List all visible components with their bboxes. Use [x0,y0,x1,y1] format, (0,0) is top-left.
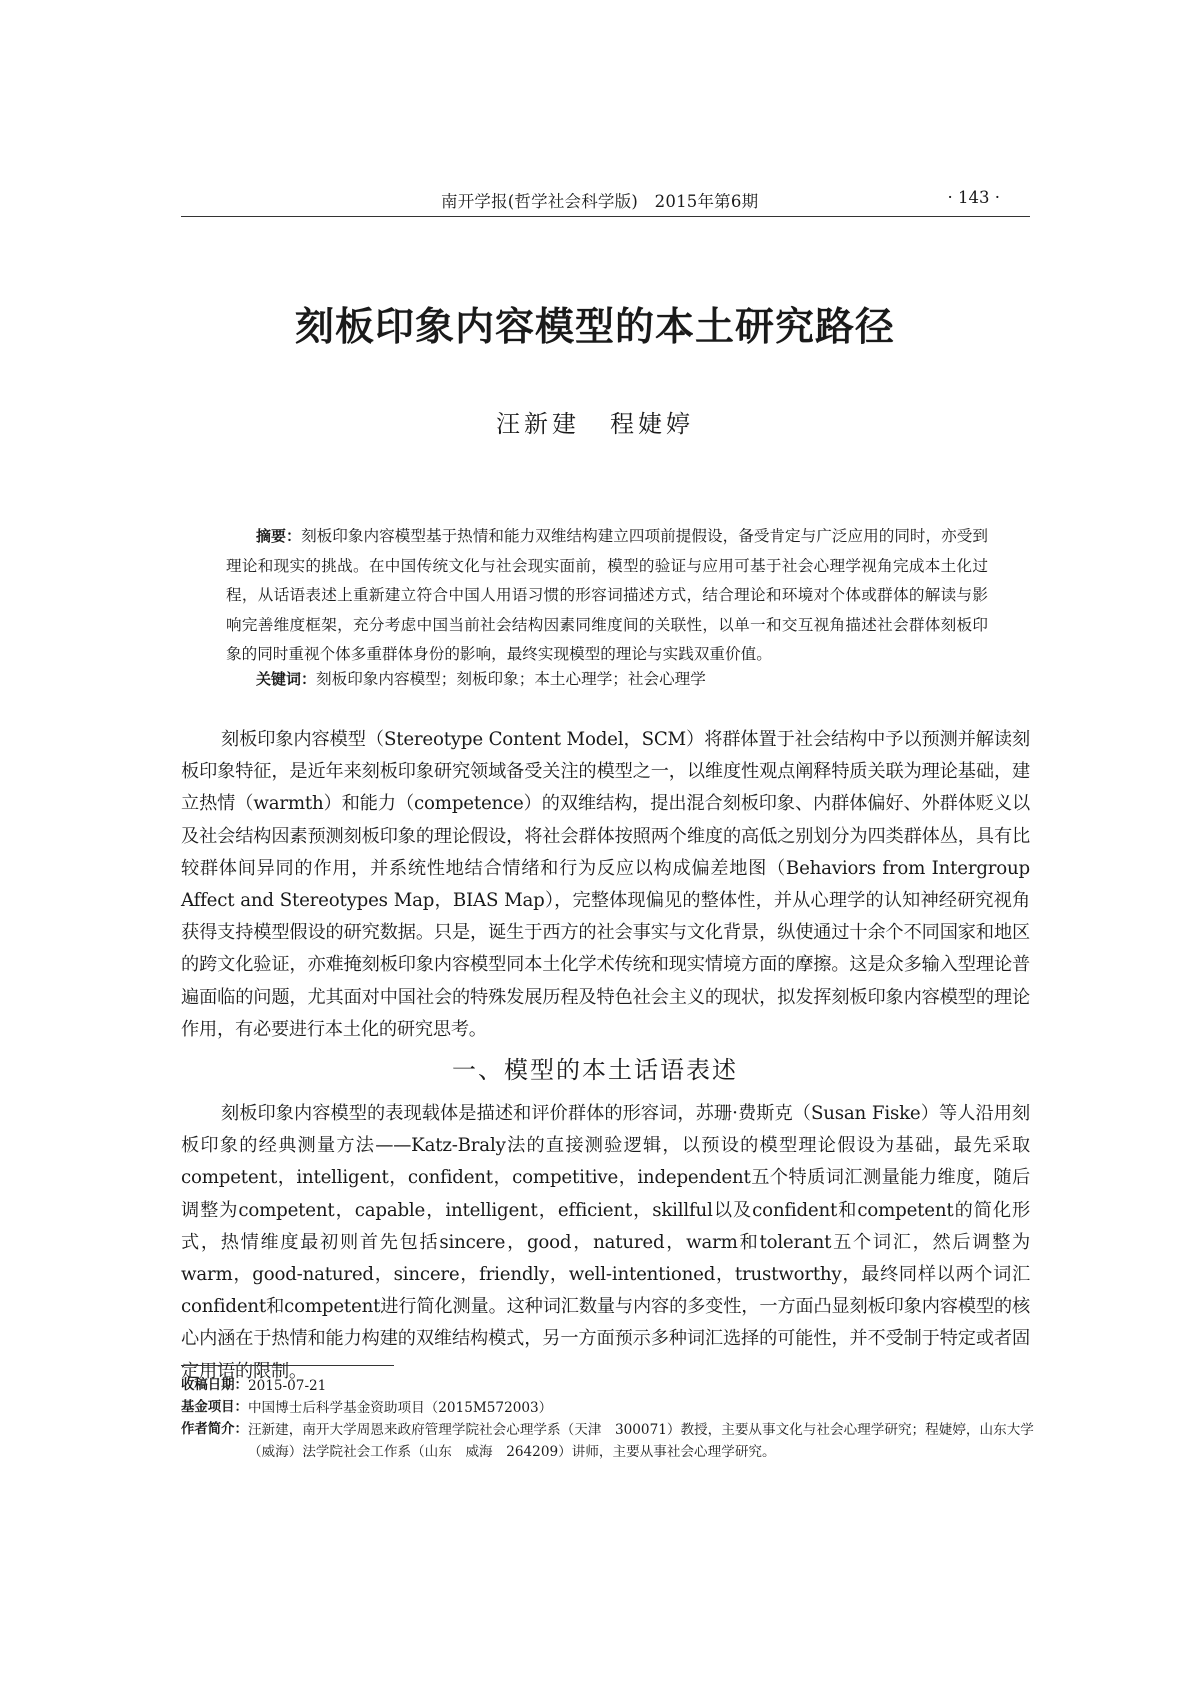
author-name: 汪新建 [496,410,580,438]
author-name: 程婕婷 [610,410,694,438]
article-title: 刻板印象内容模型的本土研究路径 [294,304,895,350]
keywords [256,667,706,689]
footnote-authors [181,1419,1041,1463]
footnote-label: 作者简介： [181,1422,248,1437]
abstract-label: 摘要： [256,527,302,545]
abstract-text: 刻板印象内容模型基于热情和能力双维结构建立四项前提假设，备受肯定与广泛应用的同时，亦受到理论和现实的挑战。在中国传统文化与社会现实面前，模型的验证与应用可基于社会心理学视角完成本土化过程，从话语表述上重新建立符合中国人用语习惯的形容词描述方式，结合理论和环境对个体或群体的解读与影响完善维度框架，充分考虑中国当前社会结构因素同维度间的关联性，以单一和交互视角描述社会群体刻板印象的同时重视个体多重群体身份的影响，最终实现模型的理论与实践双重价值。 [226,527,988,663]
footnote-label: 基金项目： [181,1400,248,1415]
footnote-label: 收稿日期： [181,1378,248,1393]
author-list [0,404,1190,439]
footnote-funding [181,1397,1041,1419]
footnote-value: 中国博士后科学基金资助项目（2015M572003） [247,1400,553,1416]
footnote-divider [181,1365,394,1366]
running-header [181,186,1030,217]
keywords-text: 刻板印象内容模型；刻板印象；本土心理学；社会心理学 [316,670,706,688]
journal-name: 南开学报(哲学社会科学版) 2015年第6期 [441,192,759,211]
footnote-value: 汪新建，南开大学周恩来政府管理学院社会心理学系（天津 300071）教授，主要从事文化与社会心理学研究；程婕婷，山东大学（威海）法学院社会工作系（山东 威海 264209）讲师，主要从事社会心理学研究。 [247,1422,1034,1460]
intro-section [181,724,1030,1046]
page-number: · 143 · [947,188,1000,207]
footnotes [181,1375,1041,1463]
section-heading: 一、模型的本土话语表述 [452,1056,738,1084]
intro-paragraph: 刻板印象内容模型（Stereotype Content Model，SCM）将群体置于社会结构中予以预测并解读刻板印象特征，是近年来刻板印象研究领域备受关注的模型之一，以维度性观点阐释特质关联为理论基础，建立热情（warmth）和能力（competence）的双维结构，提出混合刻板印象、内群体偏好、外群体贬义以及社会结构因素预测刻板印象的理论假设，将社会群体按照两个维度的高低之别划分为四类群体丛，具有比较群体间异同的作用，并系统性地结合情绪和行为反应以构成偏差地图（Behaviors from Intergroup Affect and Stereotypes Map，BIAS Map），完整体现偏见的整体性，并从心理学的认知神经研究视角获得支持模型假设的研究数据。只是，诞生于西方的社会事实与文化背景，纵使通过十余个不同国家和地区的跨文化验证，亦难掩刻板印象内容模型同本土化学术传统和现实情境方面的摩擦。这是众多输入型理论普遍面临的问题，尤其面对中国社会的特殊发展历程及特色社会主义的现状，拟发挥刻板印象内容模型的理论作用，有必要进行本土化的研究思考。 [181,729,1030,1040]
keywords-label: 关键词： [256,670,317,688]
section-paragraph: 刻板印象内容模型的表现载体是描述和评价群体的形容词，苏珊·费斯克（Susan Fiske）等人沿用刻板印象的经典测量方法——Katz-Braly法的直接测验逻辑，以预设的模型理论假设为基础，最先采取competent，intelligent，confident，competitive，independent五个特质词汇测量能力维度，随后调整为competent，capable，intelligent，efficient，skillful以及confident和competent的简化形式，热情维度最初则首先包括sincere，good，natured，warm和tolerant五个词汇，然后调整为warm，good-natured，sincere，friendly，well-intentioned，trustworthy，最终同样以两个词汇confident和competent进行简化测量。这种词汇数量与内容的多变性，一方面凸显刻板印象内容模型的核心内涵在于热情和能力构建的双维结构模式，另一方面预示多种词汇选择的可能性，并不受制于特定或者固定用语的限制。 [181,1103,1030,1382]
section-1 [181,1098,1030,1388]
abstract [226,522,988,670]
footnote-value: 2015-07-21 [247,1378,327,1394]
footnote-received [181,1375,1041,1397]
